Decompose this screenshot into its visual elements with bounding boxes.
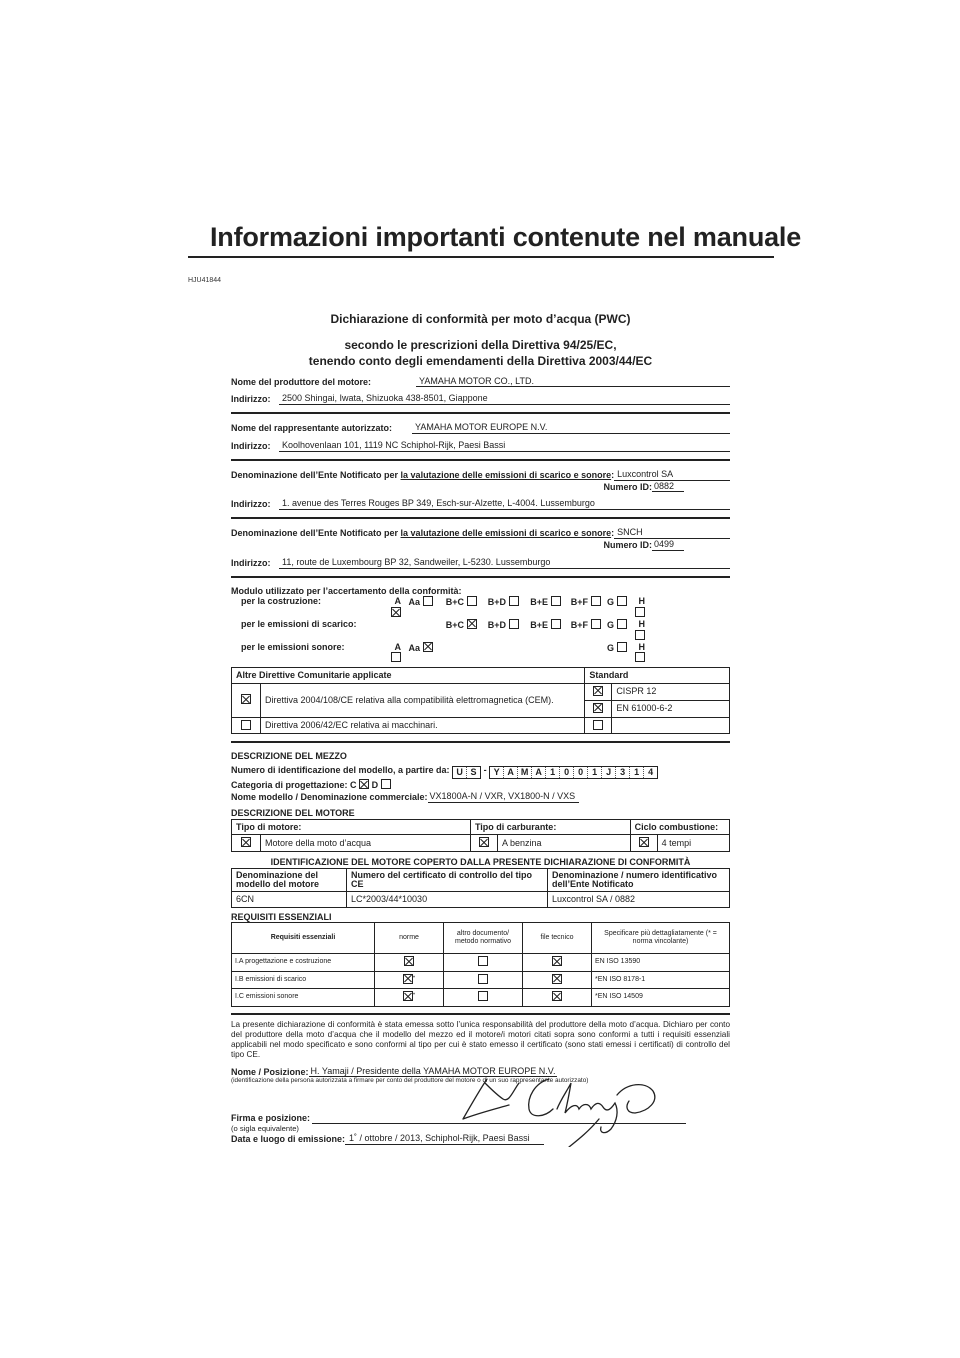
representative-row — [231, 422, 730, 434]
module-code: B+E — [530, 619, 548, 630]
checkbox-checked — [639, 837, 649, 847]
category-label: Categoria di progettazione: — [231, 780, 348, 791]
requirement-row — [232, 954, 730, 971]
checkbox-empty — [551, 619, 561, 629]
mandatory-star: * — [412, 975, 416, 982]
engine-table — [231, 819, 730, 853]
vin-character: 1 — [630, 767, 644, 778]
model-value: VX1800A-N / VXR, VX1800-N / VXS — [428, 791, 580, 803]
requirement-row — [232, 971, 730, 988]
colon: : — [611, 528, 615, 539]
declaration-document — [231, 312, 730, 1145]
combustion-cycle: 4 tempi — [657, 835, 729, 852]
notified-body-2-id: 0499 — [652, 539, 684, 551]
ident-header-2: Numero del certificato di controllo del tipo CE — [347, 868, 548, 891]
module-cell — [631, 619, 649, 642]
requirement-check-cell — [523, 989, 592, 1006]
vin-character: A — [504, 767, 518, 778]
checkbox-checked — [593, 686, 603, 696]
page-title: Informazioni importanti contenute nel manuale — [210, 222, 802, 252]
engine-identification-table — [231, 868, 730, 908]
id-label: Numero ID: — [603, 481, 652, 492]
separator — [231, 741, 730, 743]
address-label: Indirizzo: — [231, 557, 271, 568]
module-cell — [605, 619, 631, 642]
module-cell — [383, 596, 405, 619]
module-code: G — [606, 597, 614, 608]
checkbox-checked — [404, 956, 414, 966]
ident-header-3: Denominazione / numero identificativo dell’Ente Notificato — [548, 868, 730, 891]
vin-character: S — [470, 767, 477, 778]
manufacturer-value: YAMAHA MOTOR CO., LTD. — [416, 376, 730, 388]
vin-character: 1 — [546, 767, 560, 778]
module-cell — [631, 642, 649, 665]
manufacturer-label: Nome del produttore del motore: — [231, 376, 372, 387]
notified-body-2-address: 11, route de Luxembourg BP 32, Sandweiler, L-5230. Lussemburgo — [279, 557, 730, 569]
notified-body-2-address-row — [231, 557, 730, 569]
module-cell — [405, 642, 437, 665]
checkbox-empty — [591, 596, 601, 606]
requirement-check-cell — [375, 971, 444, 988]
requirement-check-cell — [375, 989, 444, 1006]
date-label: Data e luogo di emissione: — [231, 1134, 346, 1145]
notified-body-2-id-row — [231, 539, 730, 551]
category-d: D — [371, 780, 379, 791]
vin-row — [231, 765, 730, 779]
vin-character: 1 — [588, 767, 602, 778]
checkbox-empty — [478, 991, 488, 1001]
module-cell — [523, 596, 565, 619]
requirement-name: I.B emissioni di scarico — [232, 971, 375, 988]
vehicle-section-title: DESCRIZIONE DEL MEZZO — [231, 751, 347, 762]
module-cell — [523, 642, 565, 665]
checkbox-empty — [617, 619, 627, 629]
module-code: H — [638, 641, 645, 652]
module-code: G — [606, 619, 614, 630]
notified-body-label: Denominazione dell’Ente Notificato per — [231, 528, 399, 539]
address-label: Indirizzo: — [231, 499, 271, 510]
vin-character: M — [518, 767, 532, 778]
notified-body-purpose: la valutazione delle emissioni di scarico e sonore — [400, 528, 612, 539]
colon: : — [611, 469, 615, 480]
title-rule — [188, 256, 774, 258]
checkbox-empty — [478, 956, 488, 966]
name-note: (identificazione della persona autorizzata a firmare per conto del produttore del motore o di un suo rappresentante autorizzato) — [231, 1077, 589, 1085]
notified-body-1-name: Luxcontrol SA — [614, 469, 730, 481]
checkbox-empty — [617, 642, 627, 652]
checkbox-checked — [552, 974, 562, 984]
vin-prefix-boxes — [452, 766, 481, 779]
req-header-1: Requisiti essenziali — [232, 923, 375, 954]
separator — [231, 459, 730, 461]
checkbox-empty — [635, 630, 645, 640]
module-row — [241, 596, 730, 619]
declaration-subtitle-1: secondo le prescrizioni della Direttiva 94/25/EC, — [344, 338, 617, 353]
notified-body-1-id-row — [231, 481, 730, 493]
requirement-check-cell — [523, 971, 592, 988]
requirements-table — [231, 922, 730, 1006]
module-code: Aa — [408, 597, 420, 608]
requirement-row — [232, 989, 730, 1006]
checkbox-checked — [241, 694, 251, 704]
module-code: A — [394, 641, 401, 652]
module-row — [241, 642, 730, 665]
req-header-4: file tecnico — [523, 923, 592, 954]
address-label: Indirizzo: — [231, 394, 271, 405]
checkbox-empty — [591, 619, 601, 629]
vin-character: 4 — [648, 767, 654, 778]
signature-row — [231, 1113, 730, 1124]
representative-address-row — [231, 440, 730, 452]
module-cell — [523, 619, 565, 642]
requirement-name: I.A progettazione e costruzione — [232, 954, 375, 971]
model-label: Nome modello / Denominazione commerciale: — [231, 791, 428, 802]
vin-label: Numero di identificazione del modello, a partire da: — [231, 765, 450, 776]
module-cell — [437, 619, 481, 642]
notified-body-label: Denominazione dell’Ente Notificato per — [231, 469, 399, 480]
module-row-label: per la costruzione: — [241, 596, 322, 607]
module-code: H — [638, 618, 645, 629]
module-cell — [565, 619, 605, 642]
checkbox-checked — [359, 779, 369, 789]
directive-1: Direttiva 2004/108/CE relativa alla compatibilità elettromagnetica (CEM). — [261, 683, 585, 717]
module-cell — [437, 596, 481, 619]
requirement-check-cell — [523, 954, 592, 971]
separator — [231, 517, 730, 519]
module-title: Modulo utilizzato per l’accertamento della conformità: — [231, 585, 462, 596]
ident-engine-model: 6CN — [232, 891, 347, 907]
checkbox-empty — [423, 596, 433, 606]
name-value: H. Yamaji / Presidente della YAMAHA MOTOR EUROPE N.V. — [310, 1065, 556, 1076]
engine-identification-title: IDENTIFICAZIONE DEL MOTORE COPERTO DALLA PRESENTE DICHIARAZIONE DI CONFORMITÀ — [270, 857, 691, 868]
checkbox-empty — [593, 720, 603, 730]
ident-certificate-number: LC*2003/44*10030 — [347, 891, 548, 907]
vin-character: U — [453, 767, 467, 778]
checkbox-empty — [478, 974, 488, 984]
signature-label: Firma e posizione: — [231, 1113, 311, 1124]
notified-body-1-address: 1. avenue des Terres Rouges BP 349, Esch-sur-Alzette, L-4004. Lussemburgo — [279, 498, 730, 510]
module-cell — [605, 596, 631, 619]
fuel-type: A benzina — [497, 835, 630, 852]
mandatory-star: * — [412, 992, 416, 999]
requirement-check-cell — [444, 954, 523, 971]
requirement-check-cell — [444, 971, 523, 988]
other-directives-table — [231, 667, 730, 734]
module-cell — [405, 619, 437, 642]
design-category-row — [231, 779, 730, 791]
module-code: G — [606, 642, 614, 653]
checkbox-checked — [423, 642, 433, 652]
module-row-label: per le emissioni sonore: — [241, 641, 345, 652]
checkbox-empty — [635, 607, 645, 617]
vin-character: 0 — [560, 767, 574, 778]
checkbox-empty — [467, 596, 477, 606]
engine-section-title: DESCRIZIONE DEL MOTORE — [231, 807, 355, 818]
document-code: HJU41844 — [188, 277, 222, 284]
requirement-spec: *EN ISO 8178-1 — [592, 971, 730, 988]
notified-body-purpose: la valutazione delle emissioni di scarico e sonore — [400, 469, 612, 480]
vin-character: J — [602, 767, 616, 778]
module-cell — [481, 642, 523, 665]
declaration-title: Dichiarazione di conformità per moto d’acqua (PWC) — [330, 312, 631, 326]
checkbox-empty — [617, 596, 627, 606]
checkbox-empty — [635, 652, 645, 662]
checkbox-empty — [241, 720, 251, 730]
module-code: B+D — [487, 619, 506, 630]
notified-body-2-row — [231, 527, 730, 539]
notified-body-1-id: 0882 — [652, 481, 684, 493]
vin-character: Y — [490, 767, 504, 778]
representative-value: YAMAHA MOTOR EUROPE N.V. — [412, 422, 730, 434]
module-cell — [565, 596, 605, 619]
ident-header-1: Denominazione del modello del motore — [232, 868, 347, 891]
module-grid — [231, 596, 730, 664]
module-code: B+F — [570, 619, 588, 630]
requirement-check-cell — [444, 989, 523, 1006]
module-row — [241, 619, 730, 642]
checkbox-empty — [551, 596, 561, 606]
requirement-spec: *EN ISO 14509 — [592, 989, 730, 1006]
manufacturer-address-row — [231, 393, 730, 405]
conformity-statement: La presente dichiarazione di conformità è stata emessa sotto l’unica responsabilità del produttore della moto d’acqua. Dichiaro per conto del produttore della moto d’acqua che il modello del mezzo ed il motore/i motori citati sopra sono conformi a tutti i requisiti essenziali applicabili nel modo specificato e sono conformi al tipo per cui è stato emesso il certificato (sono stati emessi i certificati) di controllo del tipo CE. — [231, 1019, 730, 1059]
standard-1: CISPR 12 — [612, 683, 730, 700]
checkbox-empty — [381, 779, 391, 789]
representative-address: Koolhovenlaan 101, 1119 NC Schiphol-Rijk, Paesi Bassi — [279, 440, 730, 452]
date-value: 1˚ / ottobre / 2013, Schiphol-Rijk, Paesi Bassi — [345, 1133, 544, 1145]
notified-body-1-address-row — [231, 498, 730, 510]
req-header-2: norme — [375, 923, 444, 954]
checkbox-empty — [509, 596, 519, 606]
module-cell — [565, 642, 605, 665]
module-code: A — [394, 596, 401, 607]
module-row-label: per le emissioni di scarico: — [241, 618, 357, 629]
module-code: B+C — [445, 619, 464, 630]
module-cell — [383, 619, 405, 642]
req-header-5: Specificare più dettagliatamente (* = norma vincolante) — [592, 923, 730, 954]
standard-2: EN 61000-6-2 — [612, 700, 730, 717]
checkbox-empty — [391, 652, 401, 662]
separator — [231, 576, 730, 578]
checkbox-checked — [593, 703, 603, 713]
module-cell — [481, 596, 523, 619]
vin-dash: - — [483, 765, 487, 776]
engine-type-header: Tipo di motore: — [232, 819, 471, 835]
checkbox-checked — [467, 619, 477, 629]
ident-notified-body: Luxcontrol SA / 0882 — [548, 891, 730, 907]
module-cell — [481, 619, 523, 642]
model-name-row — [231, 791, 730, 803]
checkbox-checked — [241, 837, 251, 847]
module-code: B+C — [445, 597, 464, 608]
checkbox-checked — [403, 974, 416, 984]
checkbox-checked — [391, 607, 401, 617]
signature-image — [449, 1069, 659, 1147]
category-c: C — [350, 780, 357, 791]
checkbox-checked — [552, 956, 562, 966]
separator — [231, 1013, 730, 1015]
declaration-subtitle-2: tenendo conto degli emendamenti della Direttiva 2003/44/EC — [308, 353, 653, 368]
module-cell — [383, 642, 405, 665]
notified-body-1-row — [231, 469, 730, 481]
requirement-spec: EN ISO 13590 — [592, 954, 730, 971]
manufacturer-address: 2500 Shingai, Iwata, Shizuoka 438-8501, Giappone — [279, 393, 730, 405]
signature-note: (o sigla equivalente) — [231, 1123, 299, 1133]
module-cell — [405, 596, 437, 619]
module-code: Aa — [408, 642, 420, 653]
separator — [231, 412, 730, 414]
vin-character: 0 — [574, 767, 588, 778]
manufacturer-row — [231, 376, 730, 388]
cycle-header: Ciclo combustione: — [630, 819, 729, 835]
fuel-type-header: Tipo di carburante: — [470, 819, 630, 835]
standard-header: Standard — [585, 668, 730, 684]
directive-2: Direttiva 2006/42/EC relativa ai macchinari. — [261, 717, 585, 734]
module-cell — [437, 642, 481, 665]
name-label: Nome / Posizione: — [231, 1066, 309, 1077]
checkbox-empty — [509, 619, 519, 629]
module-cell — [631, 596, 649, 619]
notified-body-2-name: SNCH — [614, 527, 730, 539]
address-label: Indirizzo: — [231, 440, 271, 451]
module-code: B+F — [570, 597, 588, 608]
requirement-name: I.C emissioni sonore — [232, 989, 375, 1006]
requirement-check-cell — [375, 954, 444, 971]
checkbox-checked — [403, 991, 416, 1001]
module-code: B+D — [487, 597, 506, 608]
module-cell — [605, 642, 631, 665]
module-code: H — [638, 596, 645, 607]
module-code: B+E — [530, 597, 548, 608]
other-directives-header: Altre Direttive Comunitarie applicate — [232, 668, 585, 684]
vin-character: 3 — [616, 767, 630, 778]
representative-label: Nome del rappresentante autorizzato: — [231, 423, 393, 434]
checkbox-checked — [552, 991, 562, 1001]
requirements-title: REQUISITI ESSENZIALI — [231, 911, 332, 922]
vin-code-boxes — [489, 766, 658, 779]
engine-type: Motore della moto d’acqua — [261, 835, 471, 852]
id-label: Numero ID: — [603, 539, 652, 550]
checkbox-checked — [479, 837, 489, 847]
vin-character: A — [532, 767, 546, 778]
req-header-3: altro documento/ metodo normativo — [444, 923, 523, 954]
